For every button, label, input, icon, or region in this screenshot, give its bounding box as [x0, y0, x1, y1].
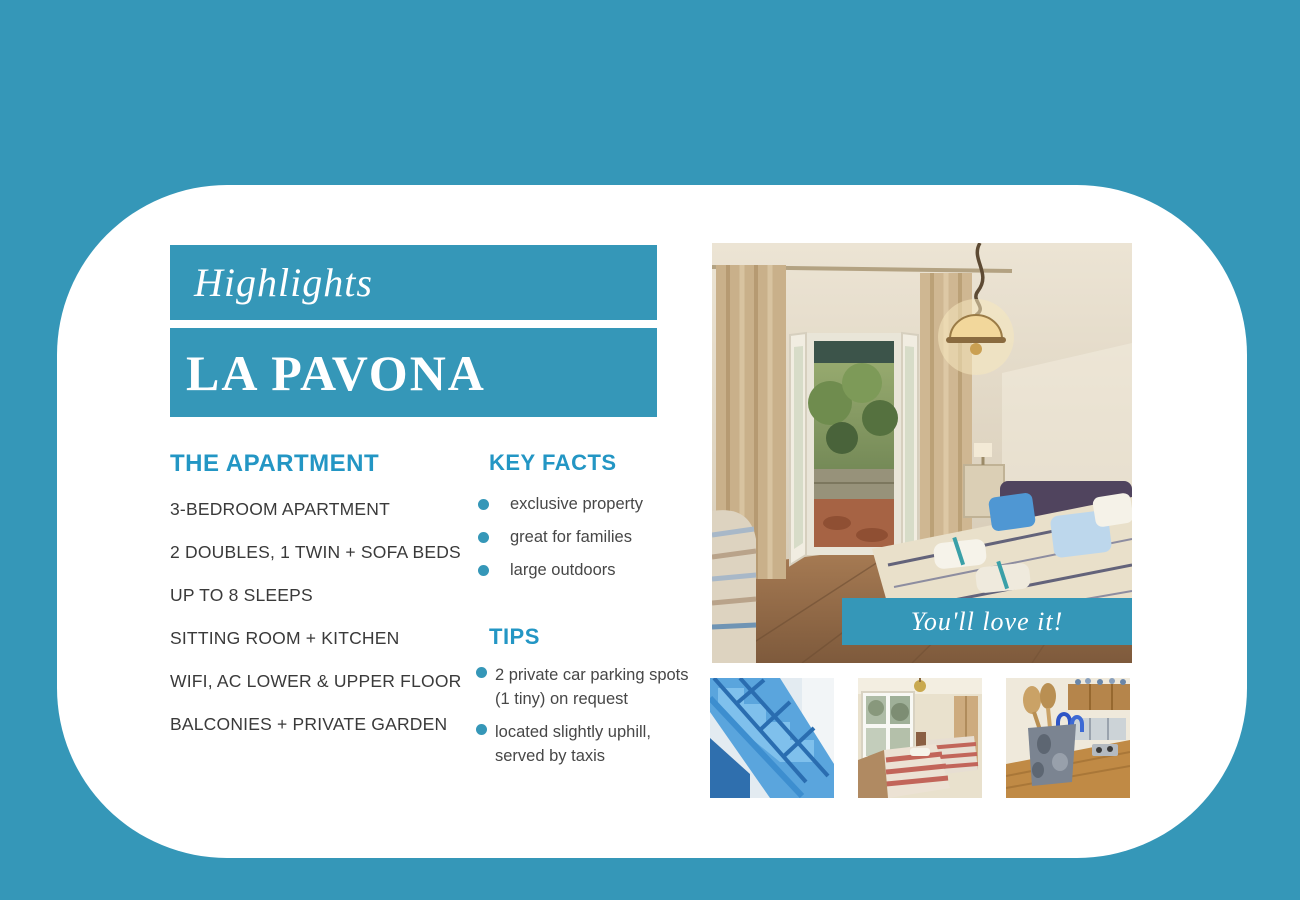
bullet-dot-icon — [478, 565, 489, 576]
apartment-item: SITTING ROOM + KITCHEN — [170, 628, 400, 648]
tips-heading: TIPS — [489, 624, 540, 649]
apartment-list — [170, 500, 461, 758]
apartment-item: 2 DOUBLES, 1 TWIN + SOFA BEDS — [170, 542, 461, 562]
apartment-heading: THE APARTMENT — [170, 450, 380, 477]
fact-item — [478, 495, 643, 513]
key-facts-heading: KEY FACTS — [489, 450, 617, 475]
tip-text: located slightly uphill, served by taxis — [495, 723, 651, 765]
tip-item — [476, 663, 697, 711]
property-title: LA PAVONA — [186, 344, 486, 401]
caption-text: You'll love it! — [910, 606, 1064, 636]
tagline-banner — [170, 245, 657, 320]
stairs-illustration — [710, 678, 834, 798]
bullet-dot-icon — [478, 499, 489, 510]
thumbnail-bedroom-photo — [858, 678, 982, 798]
apartment-item: WIFI, AC LOWER & UPPER FLOOR — [170, 671, 462, 691]
fact-text: exclusive property — [510, 495, 643, 513]
key-facts-list — [478, 495, 643, 594]
property-title-banner — [170, 328, 657, 417]
caption-banner — [842, 598, 1132, 645]
bullet-dot-icon — [476, 724, 487, 735]
bullet-dot-icon — [478, 532, 489, 543]
apartment-item: 3-BEDROOM APARTMENT — [170, 499, 390, 519]
twin-bedroom-illustration — [858, 678, 982, 798]
thumbnail-stairs-photo — [710, 678, 834, 798]
bullet-dot-icon — [476, 667, 487, 678]
thumbnail-kitchen-photo — [1006, 678, 1130, 798]
tip-text: 2 private car parking spots (1 tiny) on request — [495, 666, 689, 708]
fact-item — [478, 561, 643, 579]
apartment-item: BALCONIES + PRIVATE GARDEN — [170, 714, 448, 734]
fact-text: great for families — [510, 528, 632, 546]
tip-item — [476, 720, 697, 768]
tips-list — [476, 663, 697, 777]
fact-item — [478, 528, 643, 546]
kitchen-illustration — [1006, 678, 1130, 798]
tagline-text: Highlights — [194, 259, 373, 305]
fact-text: large outdoors — [510, 561, 616, 579]
apartment-item: UP TO 8 SLEEPS — [170, 585, 313, 605]
